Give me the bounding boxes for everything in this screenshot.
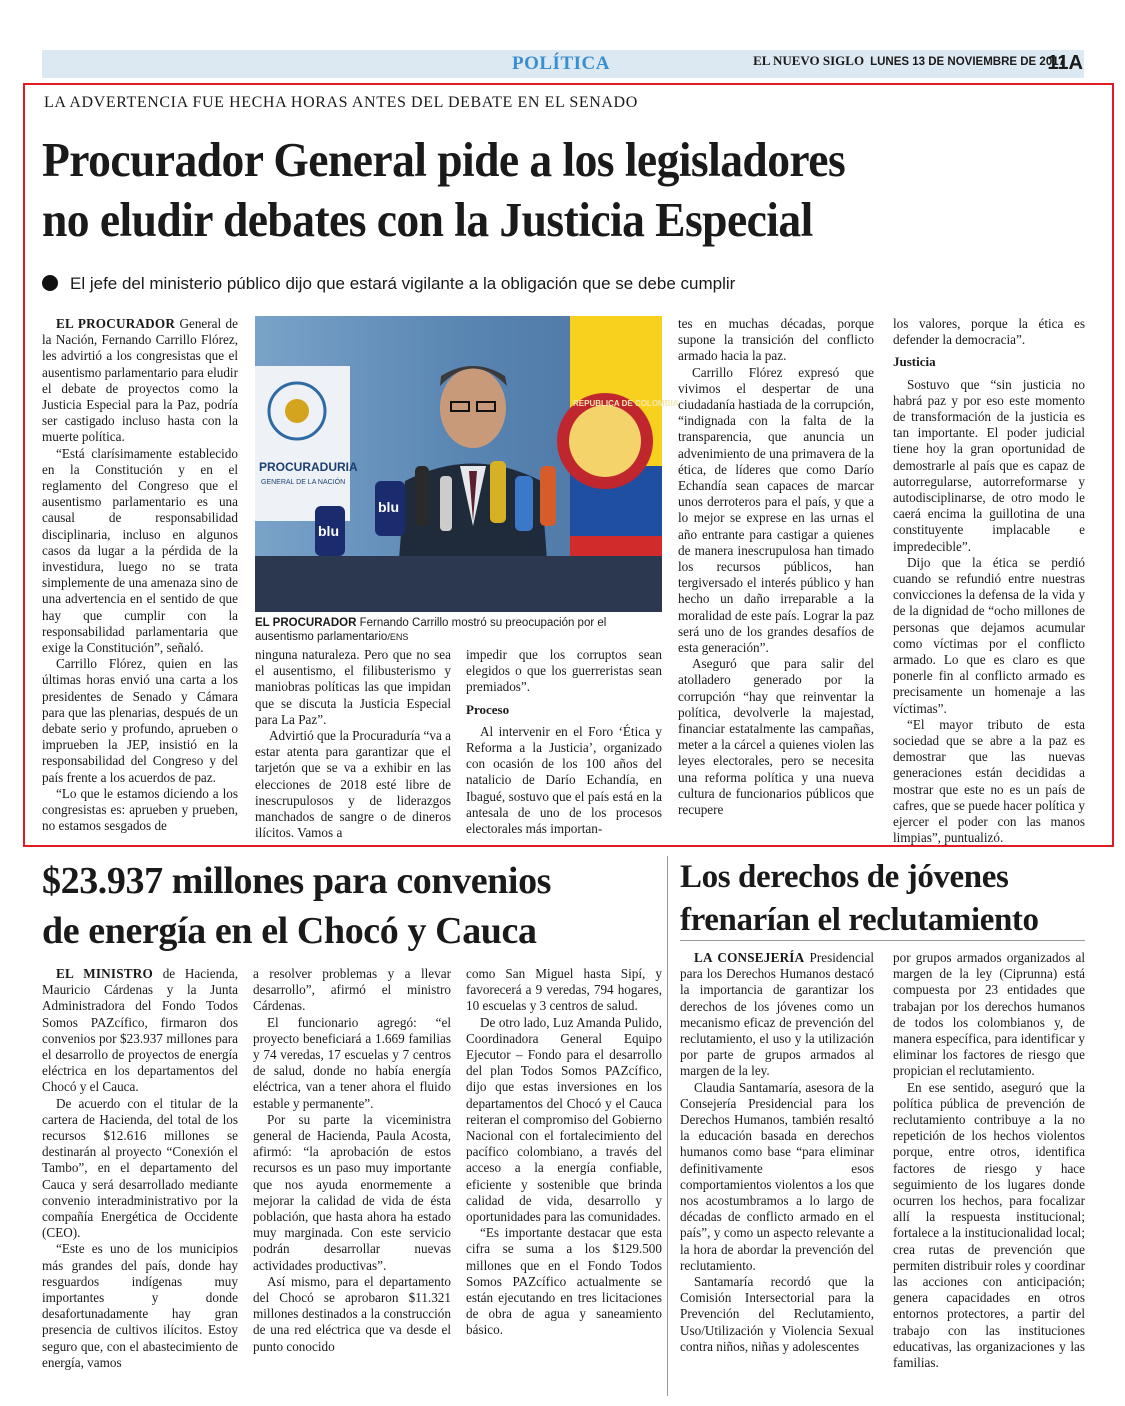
top-story-column-1 xyxy=(42,316,238,835)
seal-text: REPUBLICA DE COLOMBIA xyxy=(573,399,679,408)
paragraph: En ese sentido, aseguró que la política pública de prevención de reclutamiento contribuye a la no repetición de los hechos violentos porque, entre otros, identifica factores de riesgo y hace seguimiento de los lugares donde ocurren los hechos, para focalizar allí la respuesta institucional; fortalece a la institucionalidad local; crea rutas de prevención que permiten distribuir roles y coordinar las acciones con anticipación; genera capacidades en otros entornos protectores, a partir del trabajo con las instituciones educativas, las organizaciones y las familias. xyxy=(893,1079,1085,1371)
top-story-column-3 xyxy=(466,647,662,837)
page-number: 11A xyxy=(1047,52,1083,74)
top-story-column-2 xyxy=(255,647,451,841)
summary xyxy=(42,274,1082,294)
paragraph: Dijo que la ética se perdió cuando se refundió entre nuestras convicciones la defensa de la vida y de la dignidad de “ocho millones de personas que dejamos acumular como víctimas por el conflicto armado. Lo que es claro es que ponerle fin al conflicto armado es precisamente un homenaje a las víctimas”. xyxy=(893,554,1085,716)
story2-headline-line-1: $23.937 millones para convenios xyxy=(42,860,552,902)
paragraph: “Lo que le estamos diciendo a los congresistas es: aprueben y prueben, no estamos sesgados de xyxy=(42,785,238,834)
top-story-column-4 xyxy=(678,316,874,818)
sign-text: PROCURADURIA xyxy=(259,460,358,474)
section-subhead: Proceso xyxy=(466,701,510,717)
bullet-icon xyxy=(42,275,58,291)
caption-credit: /ENS xyxy=(387,632,409,642)
masthead-group xyxy=(753,53,1065,69)
story2-column-2 xyxy=(253,966,451,1355)
paragraph: “Está clarísimamente establecido en la Constitución y en el reglamento del Congreso que el ausentismo parlamentario es una causal de responsabilidad disciplinaria, incluso en algunos casos da lugar a la pérdida de la investidura, luego no se trata simplemente de una amenaza sino de una advertencia en el sentido de que hay que cumplir con la responsabilidad parlamentaria que exige la Constitución”, señaló. xyxy=(42,445,238,656)
story2-headline-line-2: de energía en el Chocó y Cauca xyxy=(42,910,537,952)
story2-column-1 xyxy=(42,966,238,1371)
paragraph: Así mismo, para el departamento del Chocó se aprobaron $11.321 millones destinados a la construcción de una red eléctrica que va desde el punto conocido xyxy=(253,1273,451,1354)
story3-headline-line-1: Los derechos de jóvenes xyxy=(680,859,1009,895)
paragraph-text: General de la Nación, Fernando Carrillo Flórez, les advirtió a los congresistas que el ausentismo parlamentario para eludir el debate de proyectos como la Justicia Especial para la Paz, podría ser castigado incluso hasta con la muerte política. xyxy=(42,316,238,445)
headline xyxy=(42,130,1082,250)
story3-headline-line-2: frenarían el reclutamiento xyxy=(680,902,1039,938)
kicker: LA ADVERTENCIA FUE HECHA HORAS ANTES DEL DEBATE EN EL SENADO xyxy=(44,94,638,111)
story3-column-1 xyxy=(680,950,874,1355)
paragraph: “El mayor tributo de esta sociedad que se abre a la paz es demostrar que las nuevas generaciones están decididas a mostrar que este no es un país de cafres, que se puede hacer política y ejercer el poder con las manos limpias”, puntualizó. xyxy=(893,716,1085,846)
paragraph: De acuerdo con el titular de la cartera de Hacienda, del total de los recursos $12.616 millones se destinarán al proyecto “Conexión el Tambo”, en el departamento del Cauca y será desarrollado mediante convenio interadministrativo por la compañía Energética de Occidente (CEO). xyxy=(42,1095,238,1241)
section-subhead: Justicia xyxy=(893,354,936,370)
masthead: EL NUEVO SIGLO xyxy=(753,53,865,68)
paragraph: Al intervenir en el Foro ‘Ética y Reforma a la Justicia’, organizado con ocasión de los 100 años del natalicio de Darío Echandía, en Ibagué, sostuvo que el país está en la antesala de uno de los procesos electorales más importan- xyxy=(466,723,662,837)
paragraph: impedir que los corruptos sean elegidos o que los guerreristas sean premiados”. xyxy=(466,647,662,695)
headline-rule xyxy=(680,940,1085,941)
column-divider xyxy=(667,856,668,1396)
mic-logo: blu xyxy=(378,499,399,515)
photo-illustration xyxy=(255,316,679,612)
paragraph xyxy=(42,316,238,446)
caption-lead: EL PROCURADOR xyxy=(255,617,357,629)
headline-line-2: no eludir debates con la Justicia Especial xyxy=(42,192,813,247)
paragraph: por grupos armados organizados al margen de la ley (Ciprunna) está compuesta por 23 entidades que trabajan por los derechos humanos de todos los colombianos y, de manera específica, para identificar y eliminar los factores de riesgo que propician el reclutamiento. xyxy=(893,950,1085,1079)
sign-subtext: GENERAL DE LA NACIÓN xyxy=(261,479,346,486)
photo-caption xyxy=(255,616,661,644)
paragraph: Carrillo Flórez, quien en las últimas horas envió una carta a los presidentes de Senado y Cámara para que las plenarias, después de un debate serio y profundo, aprueben o imprueben la JEP, insistió en la responsabilidad del Congreso y del país frente a los acuerdos de paz. xyxy=(42,656,238,785)
paragraph: El funcionario agregó: “el proyecto beneficiará a 1.669 familias y 74 veredas, 17 escuelas y 7 centros de salud, donde no había energía eléctrica, van a tener ahora el fluido estable y permanente”. xyxy=(253,1014,451,1111)
section-name: POLÍTICA xyxy=(512,53,610,74)
paragraph: como San Miguel hasta Sipí, y favorecerá a 9 veredas, 794 hogares, 10 escuelas y 3 centros de salud. xyxy=(466,966,662,1014)
paragraph: De otro lado, Luz Amanda Pulido, Coordinadora General Equipo Ejecutor – Fondo para el desarrollo del plan Todos Somos PAZcífico, dijo que estas inversiones en los departamentos del Chocó y el Cauca reiteran el compromiso del Gobierno Nacional con el fortalecimiento del pacífico colombiano, a través del acceso a la energía confiable, eficiente y sostenible que brinda calidad de vida, desarrollo y oportunidades para las comunidades. xyxy=(466,1014,662,1225)
story2-column-3 xyxy=(466,966,662,1339)
paragraph: Advirtió que la Procuraduría “va a estar atenta para garantizar que el tarjetón que se va a exhibir en las elecciones de 2018 esté libre de inescrupulosos y de liderazgos manchados de sangre o de dineros ilícitos. Vamos a xyxy=(255,728,451,841)
paragraph: Santamaría recordó que la Comisión Intersectorial para la Prevención del Reclutamiento, Uso/Utilización y Violencia Sexual contra niños, niñas y adolescentes xyxy=(680,1274,874,1354)
paragraph: Carrillo Flórez expresó que vivimos el despertar de una ciudadanía hastiada de la corrupción, “indignada con la falta de la transparencia, que anuncia un advenimiento de una primavera de la ética, de líderes que como Darío Echandía sean capaces de marcar unos derroteros para el país, y que a lo mejor se exprese en las urnas el año entrante para castigar a quienes de manera inescrupulosa han timado los recursos públicos, han tergiversado el interés público y han hecho un daño irreparable a la moralidad de este país. Lograr la paz será uno de los grandes desafíos de esta generación”. xyxy=(678,364,874,656)
mic-logo: blu xyxy=(318,523,339,539)
paragraph: “Este es uno de los municipios más grandes del país, donde hay resguardos indígenas muy importantes y donde desafortunadamente hay gran presencia de cultivos ilícitos. Estoy seguro que, con el abastecimiento de energía, vamos xyxy=(42,1241,238,1370)
paragraph: Sostuvo que “sin justicia no habrá paz y por eso este momento de transformación de la justicia es tan importante. El poder judicial tiene hoy la gran oportunidad de demostrarle al país que es capaz de autorregularse, autorreformarse y autodisciplinarse, de otro modo le caerá encima la guillotina de una constituyente implacable e impredecible”. xyxy=(893,376,1085,554)
photo xyxy=(255,316,679,612)
paragraph: a resolver problemas y a llevar desarrollo”, afirmó el ministro Cárdenas. xyxy=(253,966,451,1014)
paragraph: Aseguró que para salir del atolladero generado por la corrupción “hay que reinventar la política, devolverle la majestad, financiar estatalmente las campañas, meter a la cárcel a quienes violen las leyes electorales, pero se necesita una reforma política y una nueva cultura de funcionarios públicos que recupere xyxy=(678,656,874,818)
lead-in: EL PROCURADOR xyxy=(56,316,176,331)
paragraph: los valores, porque la ética es defender la democracia”. xyxy=(893,316,1085,348)
lead-in: LA CONSEJERÍA xyxy=(694,950,805,965)
paragraph xyxy=(680,950,874,1080)
paragraph: Claudia Santamaría, asesora de la Consejería Presidencial para los Derechos Humanos, también resaltó la educación basada en derechos humanos como base “para eliminar definitivamente esos comportamientos violentos a los que nos acostumbramos a lo largo de décadas de conflicto armado en el país”, y como un aspecto relevante a la hora de abordar la prevención del reclutamiento. xyxy=(680,1079,874,1273)
paragraph: ninguna naturaleza. Pero que no sea el ausentismo, el filibusterismo y maniobras políticas las que impidan que se discuta la Justicia Especial para La Paz”. xyxy=(255,647,451,727)
paragraph: tes en muchas décadas, porque supone la transición del conflicto armado hacia la paz. xyxy=(678,316,874,364)
caption-text: Fernando Carrillo mostró su preocupación por el ausentismo parlamentario xyxy=(255,617,607,643)
story3-column-2 xyxy=(893,950,1085,1371)
summary-text: El jefe del ministerio público dijo que estará vigilante a la obligación que se debe cumplir xyxy=(70,274,736,293)
paragraph xyxy=(42,966,238,1096)
date: LUNES 13 DE NOVIEMBRE DE 2017 xyxy=(870,56,1065,68)
story3-headline xyxy=(680,856,1080,942)
lead-in: EL MINISTRO xyxy=(56,966,153,981)
paragraph-text: de Hacienda, Mauricio Cárdenas y la Junta Administradora del Fondo Todos Somos PAZcífico, firmaron dos convenios por $23.937 millones para el desarrollo de proyectos de energía eléctrica en los departamentos del Chocó y el Cauca. xyxy=(42,966,238,1095)
paragraph-text: Presidencial para los Derechos Humanos destacó la importancia de garantizar los derechos de los jóvenes como un mecanismo eficaz de prevención del reclutamiento, el uso y la utilización por parte de grupos armados al margen de la ley. xyxy=(680,950,874,1079)
headline-line-1: Procurador General pide a los legisladores xyxy=(42,132,846,187)
paragraph: Por su parte la viceministra general de Hacienda, Paula Acosta, afirmó: “la aprobación de estos recursos es un paso muy importante que nos ayuda enormemente a mejorar la calidad de vida de ésta población, que hasta ahora ha estado muy marginada. Con este servicio podrán desarrollar nuevas actividades productivas”. xyxy=(253,1111,451,1273)
top-story-column-5 xyxy=(893,316,1085,847)
story2-headline xyxy=(42,856,652,956)
paragraph: “Es importante destacar que esta cifra se suma a los $129.500 millones que en el Fondo Todos Somos PAZcífico actualmente se están ejecutando en tres licitaciones de obra de agua y saneamiento básico. xyxy=(466,1225,662,1338)
